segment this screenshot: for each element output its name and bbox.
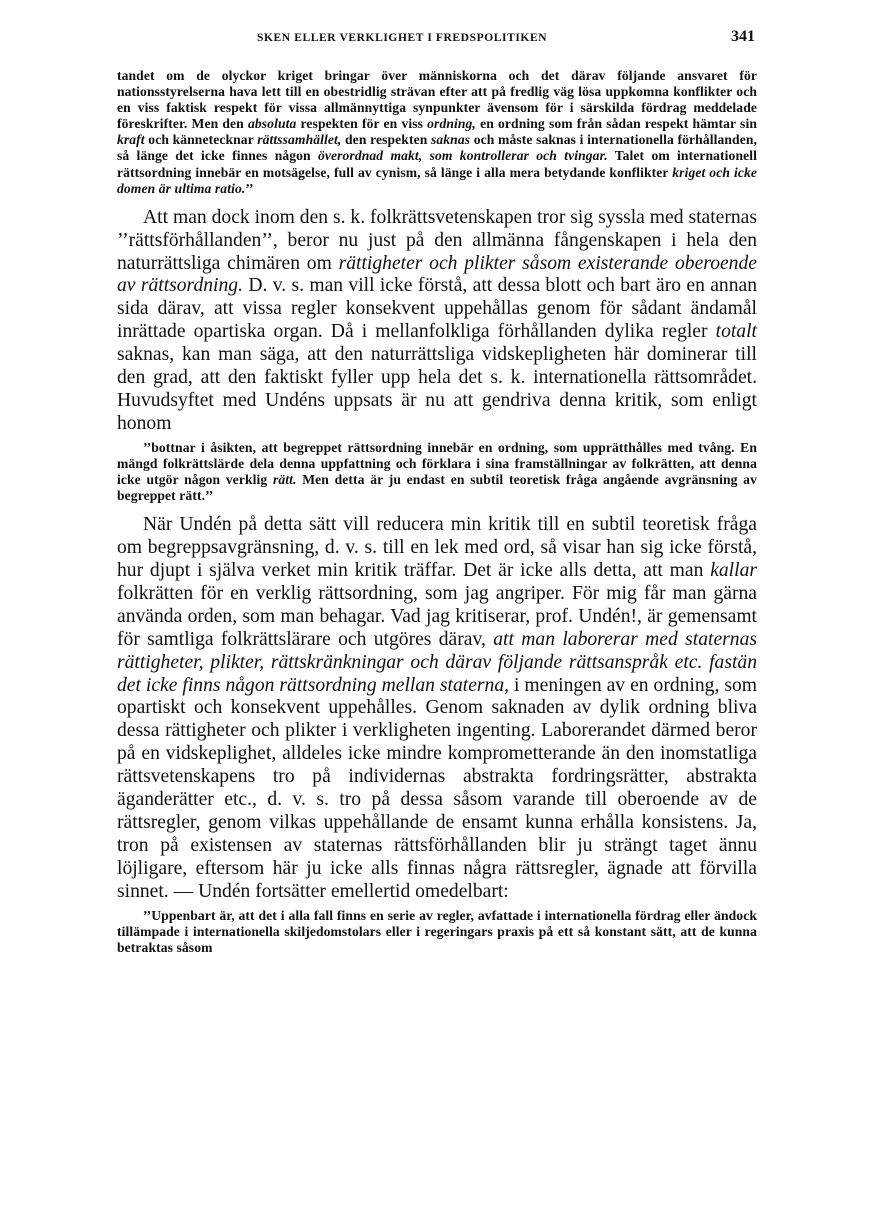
emphasis-text: överordnad makt, som kontrollerar och tvingar. — [317, 148, 608, 164]
text-run: folkrätten för en verklig rättsordning, som jag angriper. För mig får man gärna använda orden, som man behagar. Vad jag kritiserar, prof. Undén!, är gemensamt för samtliga folkrättslärare och utgöres därav, — [117, 582, 757, 650]
text-run: och kännetecknar — [144, 132, 258, 148]
emphasis-text: ordning, — [427, 116, 476, 132]
page-number: 341 — [731, 28, 755, 45]
emphasis-text: rätt. — [272, 472, 297, 487]
text-run: och måste saknas i internationella förhållanden, så länge det icke finnes någon — [117, 132, 757, 164]
emphasis-text: rättigheter och plikter såsom existerande oberoende av rättsordning. — [117, 252, 757, 297]
text-run: tandet om de olyckor kriget bringar över människorna och det därav följande ansvaret för nationsstyrelserna hava lett till en obestridlig strävan efter att på fredlig väg lösa uppkomna konflikter och en viss faktisk respekt för vissa allmännyttiga synpunkter ävensom för i särskilda fördrag meddelade föreskrifter. Men den — [117, 68, 757, 132]
block-quote-3 — [117, 908, 757, 956]
paragraph-1-text — [117, 207, 757, 436]
block-quote-1 — [117, 68, 757, 197]
text-run: ’’ — [245, 180, 254, 196]
running-header — [117, 28, 757, 68]
text-run: Men detta är ju endast en subtil teoretisk fråga angående avgränsning av begreppet rätt.’’ — [117, 472, 757, 504]
emphasis-text: rättssamhället, — [257, 132, 342, 148]
text-run: respekten för en viss — [296, 116, 428, 132]
text-run: ’’bottnar i åsikten, att begreppet rättsordning innebär en ordning, som upprätthålles med tvång. En mängd folkrättslärde dela denna uppfattning och förklara i sina framställningar av folkrätten, att denna icke utgör någon verklig — [117, 439, 757, 487]
running-title: SKEN ELLER VERKLIGHET I FREDSPOLITIKEN — [257, 32, 548, 44]
page — [117, 28, 757, 956]
text-run: ’’Uppenbart är, att det i alla fall finns en serie av regler, avfattade i internationella fördrag eller ändock tillämpade i internationella skiljedomstolars eller i regeringars praxis på ett så konstant sätt, att de kunna betraktas såsom — [117, 907, 757, 955]
text-run: D. v. s. man vill icke förstå, att dessa blott och bart äro en annan sida därav, att vissa regler konsekvent uppehållas genom för sådant ändamål inrättade opartiska organ. Då i mellanfolkliga förhållanden dylika regler — [117, 275, 757, 343]
paragraph-2-text — [117, 514, 757, 903]
text-run: Att man dock inom den s. k. folkrättsvetenskapen tror sig syssla med staternas ’’rättsförhållanden’’, beror nu just på den allmänna fångenskapen i hela den naturrättsliga chimären om — [117, 206, 757, 274]
paragraph-2 — [117, 514, 757, 903]
emphasis-text: att man laborerar med staternas rättigheter, plikter, rättskränkningar och därav följande rättsanspråk etc. fastän det icke finns någon rättsordning mellan staterna, — [117, 628, 757, 696]
emphasis-text: totalt — [715, 321, 757, 343]
text-run: den respekten — [341, 132, 431, 148]
emphasis-text: kraft — [117, 132, 145, 148]
emphasis-text: absoluta — [247, 116, 297, 132]
block-quote-3-text — [117, 908, 757, 956]
block-quote-2-text — [117, 440, 757, 504]
text-run: en ordning som från sådan respekt hämtar sin — [475, 116, 757, 132]
text-run: När Undén på detta sätt vill reducera min kritik till en subtil teoretisk fråga om begreppsavgränsning, d. v. s. till en lek med ord, så visar han sig icke förstå, hur djupt i själva verket min kritik träffar. Det är icke alls detta, att man — [117, 514, 757, 581]
block-quote-2 — [117, 440, 757, 504]
emphasis-text: kallar — [710, 560, 757, 581]
text-run: Talet om internationell rättsordning innebär en motsägelse, full av cynism, så länge i alla mera betydande konflikter — [117, 148, 757, 180]
block-quote-1-text — [117, 68, 757, 197]
emphasis-text: saknas — [430, 132, 471, 148]
paragraph-1 — [117, 207, 757, 436]
text-run: saknas, kan man säga, att den naturrättsliga vidskepligheten här dominerar till den grad, att den faktiskt fyller upp hela det s. k. internationella rättsområdet. Huvudsyftet med Undéns uppsats är nu att gendriva denna kritik, som enligt honom — [117, 344, 757, 434]
emphasis-text: kriget och icke domen är ultima ratio. — [117, 164, 757, 196]
text-run: i meningen av en ordning, som opartiskt och konsekvent uppehålles. Genom saknaden av dylik ordning bliva dessa rättigheter och plikter i verkligheten ingenting. Laborerandet därmed beror på en vidskeplighet, alldeles icke mindre komprometterande än den inomstatliga rättsvetenskapens tro på individernas abstrakta fordringsrätter, abstrakta äganderätter etc., d. v. s. tro på dessa såsom varande till oberoende av de rättsregler, genom vilkas uppehållande de ensamt kunna erhålla konsistens. Ja, tron på existensen av staternas rättsförhållanden blir ju strängt taget ännu löjligare, eftersom här ju icke alls finnas några rättsregler, ägnade att förvilla sinnet. — Undén fortsätter emellertid omedelbart: — [117, 674, 757, 902]
